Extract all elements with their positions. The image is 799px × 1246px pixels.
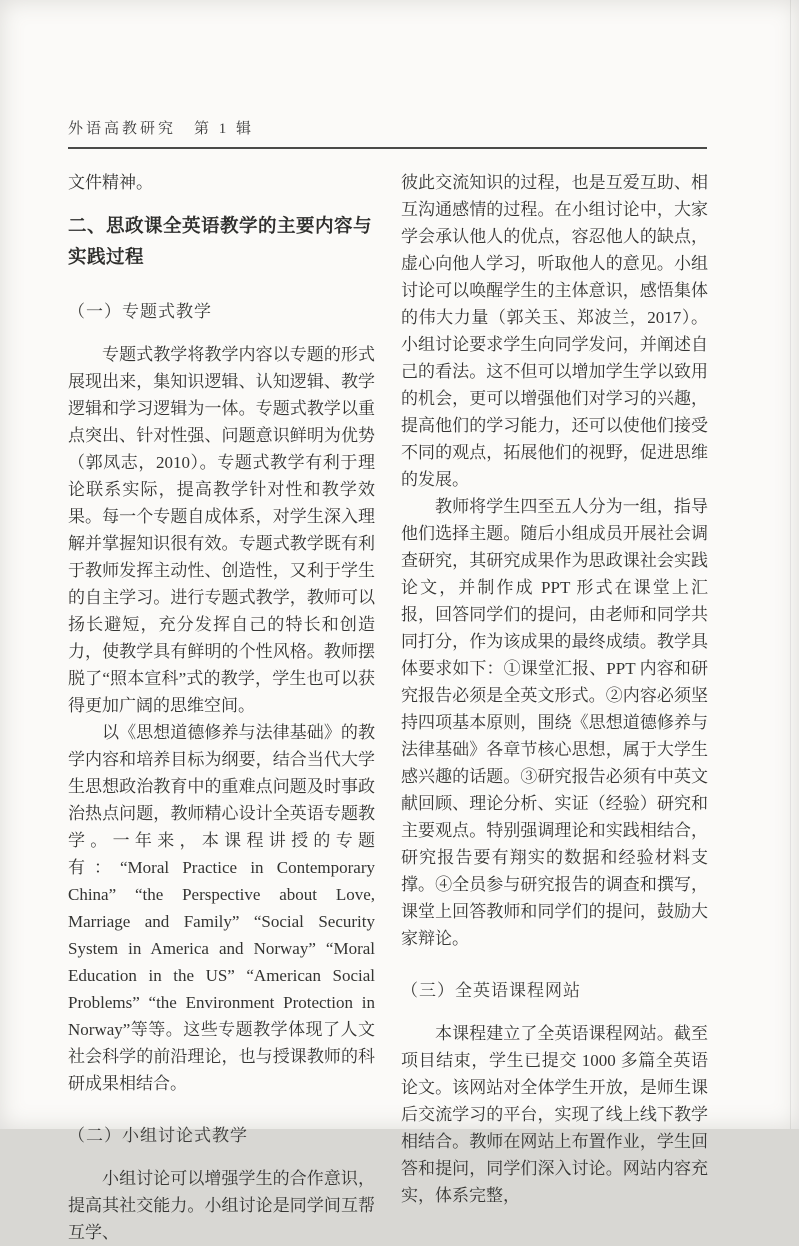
section-heading: 二、思政课全英语教学的主要内容与实践过程 [68,211,375,273]
subsection-heading-1: （一）专题式教学 [68,298,375,325]
paragraph-continuation: 彼此交流知识的过程，也是互爱互助、相互沟通感情的过程。在小组讨论中，大家学会承认他人的优点，容忍他人的缺点，虚心向他人学习，听取他人的意见。小组讨论可以唤醒学生的主体意识，感悟集体的伟大力量（郭关玉、郑波兰，2017）。小组讨论要求学生向同学发问，并阐述自己的看法。这不但可以增加学生学以致用的机会，更可以增强他们对学习的兴趣，提高他们的学习能力，还可以使他们接受不同的观点，拓展他们的视野，促进思维的发展。 [401,169,708,493]
paragraph: 小组讨论可以增强学生的合作意识，提高其社交能力。小组讨论是同学间互帮互学、 [68,1165,375,1246]
paragraph: 本课程建立了全英语课程网站。截至项目结束，学生已提交 1000 多篇全英语论文。该网站对全体学生开放，是师生课后交流学习的平台，实现了线上线下教学相结合。教师在网站上布置作业，学生回答和提问，同学们深入讨论。网站内容充实，体系完整， [401,1020,708,1209]
paragraph: 专题式教学将教学内容以专题的形式展现出来，集知识逻辑、认知逻辑、教学逻辑和学习逻辑为一体。专题式教学以重点突出、针对性强、问题意识鲜明为优势（郭凤志，2010）。专题式教学有利于理论联系实际，提高教学针对性和教学效果。每一个专题自成体系，对学生深入理解并掌握知识很有效。专题式教学既有利于教师发挥主动性、创造性，又利于学生的自主学习。进行专题式教学，教师可以扬长避短，充分发挥自己的特长和创造力，使教学具有鲜明的个性风格。教师摆脱了“照本宣科”式的教学，学生也可以获得更加广阔的思维空间。 [68,341,375,719]
subsection-heading-3: （三）全英语课程网站 [401,977,708,1004]
header-rule [68,147,707,149]
subsection-heading-2: （二）小组讨论式教学 [68,1122,375,1149]
scan-edge-line [790,0,791,1129]
paragraph-fragment: 文件精神。 [68,169,375,196]
left-column [68,169,375,1246]
text-columns [68,169,708,1246]
paragraph: 以《思想道德修养与法律基础》的教学内容和培养目标为纲要，结合当代大学生思想政治教育中的重难点问题及时事政治热点问题，教师精心设计全英语专题教学。一年来，本课程讲授的专题有：“Moral Practice in Contemporary China” “the Perspective about Love, Marriage and Family” “Social Security System in America and Norway” “Moral Education in the US” “American Social Problems” “the Environment Protection in Norway”等等。这些专题教学体现了人文社会科学的前沿理论，也与授课教师的科研成果相结合。 [68,719,375,1097]
paragraph: 教师将学生四至五人分为一组，指导他们选择主题。随后小组成员开展社会调查研究，其研究成果作为思政课社会实践论文，并制作成 PPT 形式在课堂上汇报，回答同学们的提问，由老师和同学共同打分，作为该成果的最终成绩。教学具体要求如下：①课堂汇报、PPT 内容和研究报告必须是全英文形式。②内容必须坚持四项基本原则，围绕《思想道德修养与法律基础》各章节核心思想，属于大学生感兴趣的话题。③研究报告必须有中英文献回顾、理论分析、实证（经验）研究和主要观点。特别强调理论和实践相结合，研究报告要有翔实的数据和经验材料支撑。④全员参与研究报告的调查和撰写，课堂上回答教师和同学们的提问，鼓励大家辩论。 [401,493,708,952]
running-head: 外语高教研究 第 1 辑 [68,117,254,138]
right-column [401,169,708,1246]
